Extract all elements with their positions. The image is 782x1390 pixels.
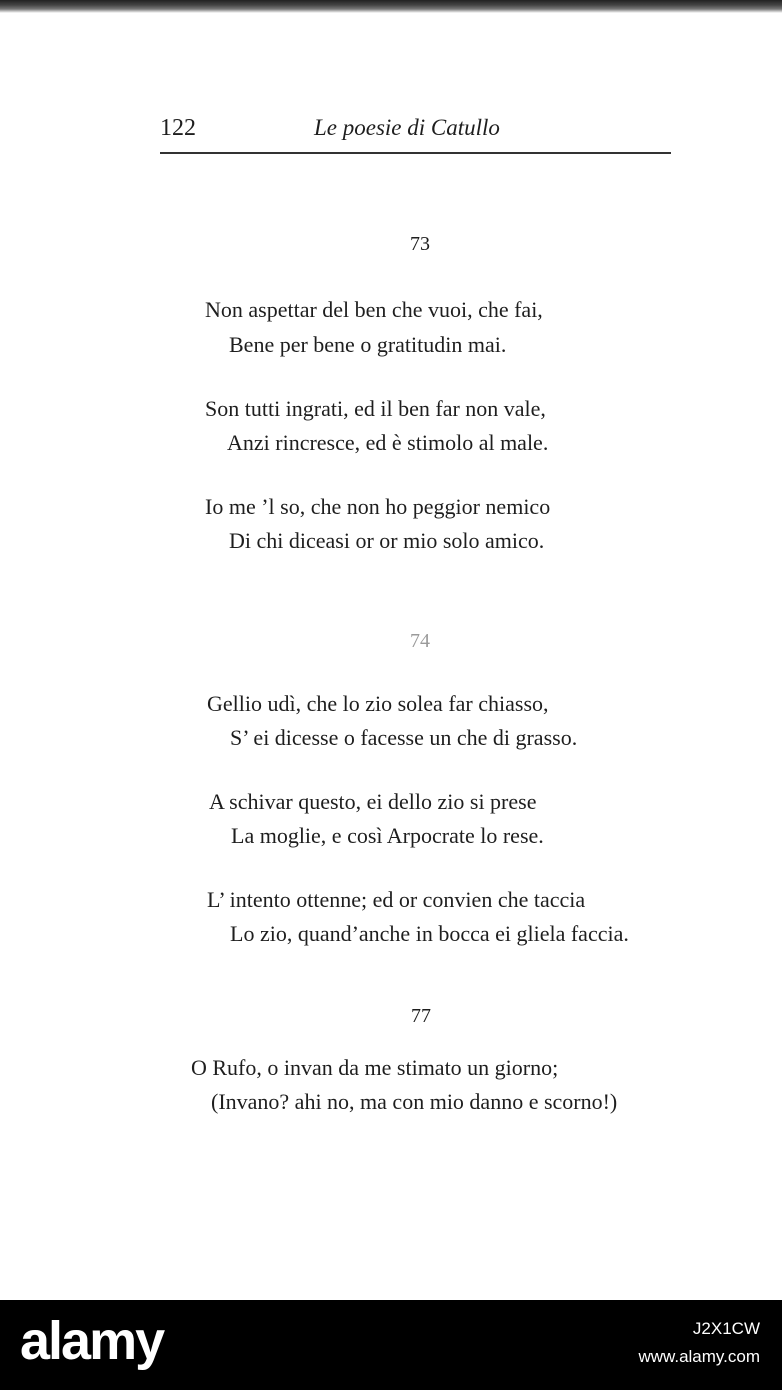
poem-line: Bene per bene o gratitudin mai. [229, 332, 507, 357]
alamy-logo: alamy [20, 1311, 164, 1371]
poem-line: Gellio udì, che lo zio solea far chiasso, [207, 691, 549, 716]
poem-line: Non aspettar del ben che vuoi, che fai, [205, 297, 543, 322]
poem-line: Son tutti ingrati, ed il ben far non vale, [205, 396, 546, 421]
poem-line: Anzi rincresce, ed è stimolo al male. [227, 430, 549, 455]
poem-line: Lo zio, quand’anche in bocca ei gliela faccia. [230, 921, 629, 946]
running-title: Le poesie di Catullo [314, 115, 500, 140]
site-url: www.alamy.com [638, 1347, 760, 1366]
poem-line: La moglie, e così Arpocrate lo rese. [231, 823, 544, 848]
poem-line: O Rufo, o invan da me stimato un giorno; [191, 1055, 559, 1080]
header-rule [160, 152, 671, 154]
page-top-edge [0, 0, 782, 13]
poem-number-77: 77 [411, 1005, 431, 1027]
poem-number-73: 73 [410, 233, 430, 255]
poem-line: L’ intento ottenne; ed or convien che taccia [207, 887, 586, 912]
image-id: J2X1CW [692, 1319, 760, 1338]
poem-number-74: 74 [410, 630, 430, 652]
poem-line: Io me ’l so, che non ho peggior nemico [205, 494, 551, 519]
poem-line: A schivar questo, ei dello zio si prese [209, 789, 537, 814]
poem-line: (Invano? ahi no, ma con mio danno e scorno!) [211, 1089, 618, 1114]
poem-line: Di chi diceasi or or mio solo amico. [229, 528, 545, 553]
page-number: 122 [160, 115, 196, 141]
poem-line: S’ ei dicesse o facesse un che di grasso. [230, 725, 578, 750]
